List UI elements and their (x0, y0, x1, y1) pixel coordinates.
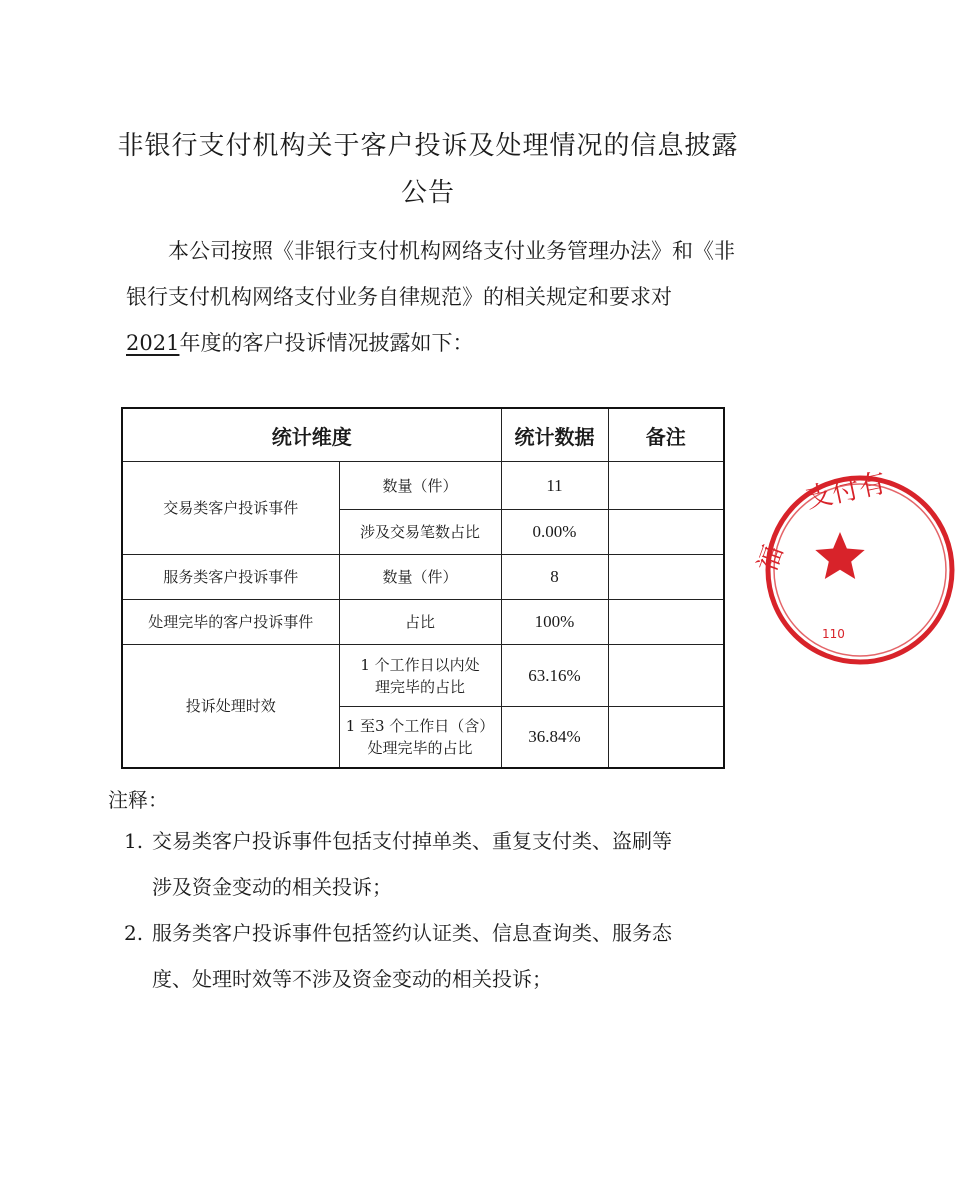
metric-cell: 数量（件） (339, 555, 501, 600)
document-title-line1: 非银行支付机构关于客户投诉及处理情况的信息披露 (117, 131, 739, 161)
value-cell: 36.84% (501, 707, 608, 768)
complaint-stats-table (121, 407, 725, 769)
notes-list (124, 818, 724, 1002)
metric-cell (339, 645, 501, 707)
category-cell: 交易类客户投诉事件 (122, 462, 339, 555)
seal-outer-ring (768, 478, 952, 662)
seal-text: 支付有 (803, 467, 889, 515)
seal-inner-ring (774, 484, 946, 656)
intro-paragraph (126, 228, 735, 366)
remark-cell (608, 555, 724, 600)
note-line: 交易类客户投诉事件包括支付掉单类、重复支付类、盗刷等 (152, 829, 672, 853)
category-cell: 处理完毕的客户投诉事件 (122, 600, 339, 645)
remark-cell (608, 600, 724, 645)
value-cell: 63.16% (501, 645, 608, 707)
intro-line-2: 银行支付机构网络支付业务自律规范》的相关规定和要求对 (126, 285, 672, 309)
metric-line: 理完毕的占比 (374, 677, 465, 696)
intro-line-1: 本公司按照《非银行支付机构网络支付业务管理办法》和《非 (168, 239, 735, 263)
seal-partial-char: 福 (752, 541, 790, 577)
header-remark: 备注 (608, 408, 724, 462)
note-line: 服务类客户投诉事件包括签约认证类、信息查询类、服务态 (152, 921, 672, 945)
notes-title: 注释： (108, 788, 168, 812)
remark-cell (608, 510, 724, 555)
category-cell: 投诉处理时效 (122, 645, 339, 768)
table-row (122, 645, 724, 707)
intro-line-3 (126, 320, 726, 366)
note-item (124, 910, 724, 1002)
category-cell: 服务类客户投诉事件 (122, 555, 339, 600)
metric-line: 1 至3 个工作日（含） (345, 716, 495, 735)
note-number: 2. (124, 921, 144, 945)
document-title-line2: 公告 (400, 178, 455, 208)
company-seal (752, 467, 960, 670)
metric-cell (339, 707, 501, 768)
value-cell: 11 (501, 462, 608, 510)
seal-number: 110 (822, 627, 845, 641)
value-cell: 8 (501, 555, 608, 600)
note-number: 1. (124, 829, 144, 853)
header-data: 统计数据 (501, 408, 608, 462)
intro-line-3-text: 年度的客户投诉情况披露如下： (179, 331, 474, 355)
value-cell: 0.00% (501, 510, 608, 555)
metric-line: 1 个工作日以内处 (360, 655, 480, 674)
note-item (124, 818, 724, 910)
remark-cell (608, 645, 724, 707)
star-icon (815, 532, 864, 579)
remark-cell (608, 707, 724, 768)
metric-cell: 数量（件） (339, 462, 501, 510)
remark-cell (608, 462, 724, 510)
header-dimension: 统计维度 (122, 408, 501, 462)
note-line: 涉及资金变动的相关投诉； (152, 875, 392, 899)
metric-cell: 涉及交易笔数占比 (339, 510, 501, 555)
value-cell: 100% (501, 600, 608, 645)
note-line: 度、处理时效等不涉及资金变动的相关投诉； (152, 967, 552, 991)
table-row (122, 462, 724, 510)
report-year: 2021 (126, 331, 180, 355)
table-row (122, 555, 724, 600)
table-header-row (122, 408, 724, 462)
metric-line: 处理完毕的占比 (367, 738, 473, 757)
metric-cell: 占比 (339, 600, 501, 645)
table-row (122, 600, 724, 645)
